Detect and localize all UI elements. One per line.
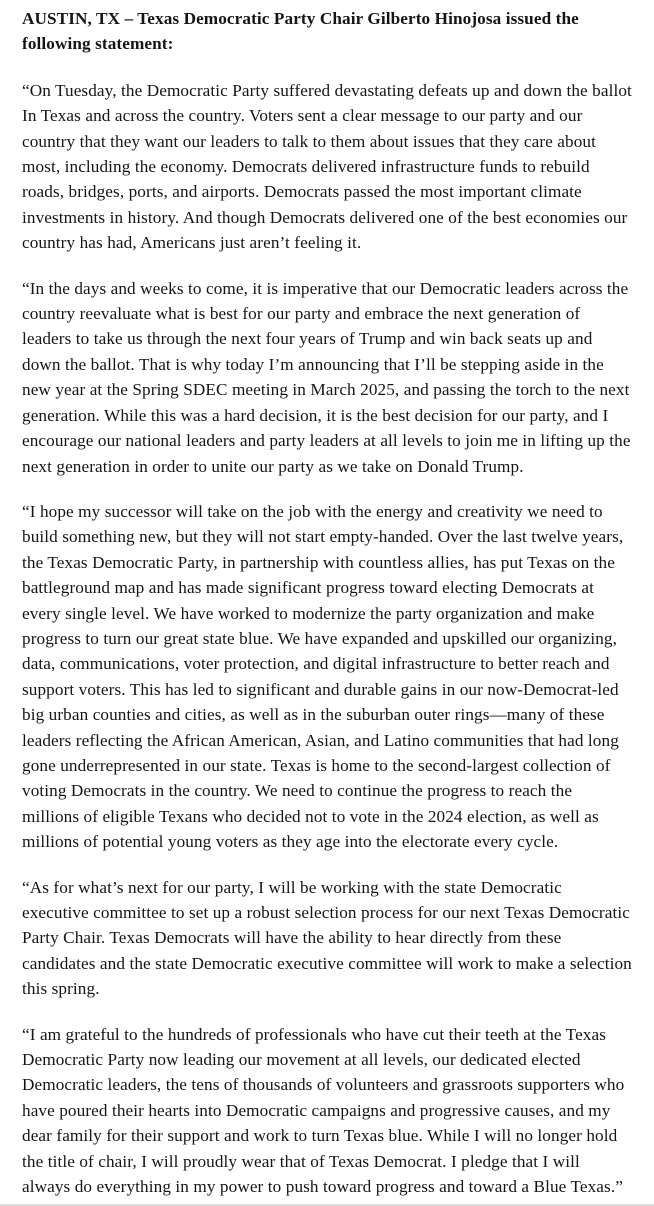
statement-paragraph-5: “I am grateful to the hundreds of professionals who have cut their teeth at the Texas Democratic Party now leading our movement at all levels, our dedicated elected Democratic leaders, the tens of thousands of volunteers and grassroots supporters who have poured their hearts into Democratic campaigns and progressive causes, and my dear family for their support and work to turn Texas blue. While I will no longer hold the title of chair, I will proudly wear that of Texas Democrat. I pledge that I will always do everything in my power to push toward progress and toward a Blue Texas.” bbox=[22, 1024, 625, 1197]
statement-paragraph-2: “In the days and weeks to come, it is imperative that our Democratic leaders across the country reevaluate what is best for our party and embrace the next generation of leaders to take us through the next four years of Trump and win back seats up and down the ballot. That is why today I’m announcing that I’ll be stepping aside in the new year at the Spring SDEC meeting in March 2025, and passing the torch to the next generation. While this was a hard decision, it is the best decision for our party, and I encourage our national leaders and party leaders at all levels to join me in lifting up the next generation in order to unite our party as we take on Donald Trump. bbox=[22, 278, 631, 476]
statement-paragraph-3: “I hope my successor will take on the job with the energy and creativity we need to build something new, but they will not start empty-handed. Over the last twelve years, the Texas Democratic Party, in partnership with countless allies, has put Texas on the battleground map and has made significant progress toward electing Democrats at every single level. We have worked to modernize the party organization and make progress to turn our great state blue. We have expanded and upskilled our organizing, data, communications, voter protection, and digital infrastructure to better reach and support voters. This has led to significant and durable gains in our now-Democrat-led big urban counties and cities, as well as in the suburban outer rings—many of these leaders reflecting the African American, Asian, and Latino communities that had long gone underrepresented in our state. Texas is home to the second-largest collection of voting Democrats in the country. We need to continue the progress to reach the millions of eligible Texans who decided not to vote in the 2024 election, as well as millions of potential young voters as they age into the electorate every cycle. bbox=[22, 501, 624, 852]
statement-paragraph-4: “As for what’s next for our party, I will be working with the state Democratic executive committee to set up a robust selection process for our next Texas Democratic Party Chair. Texas Democrats will have the ability to hear directly from these candidates and the state Democratic executive committee will work to make a selection this spring. bbox=[22, 877, 632, 999]
statement-heading: AUSTIN, TX – Texas Democratic Party Chair Gilberto Hinojosa issued the following statement: bbox=[22, 9, 579, 54]
statement-paragraph-1: “On Tuesday, the Democratic Party suffered devastating defeats up and down the ballot In Texas and across the country. Voters sent a clear message to our party and our country that they want our leaders to talk to them about issues that they care about most, including the economy. Democrats delivered infrastructure funds to rebuild roads, bridges, ports, and airports. Democrats passed the most important climate investments in history. And though Democrats delivered one of the best economies our country has had, Americans just aren’t feeling it. bbox=[22, 80, 632, 253]
